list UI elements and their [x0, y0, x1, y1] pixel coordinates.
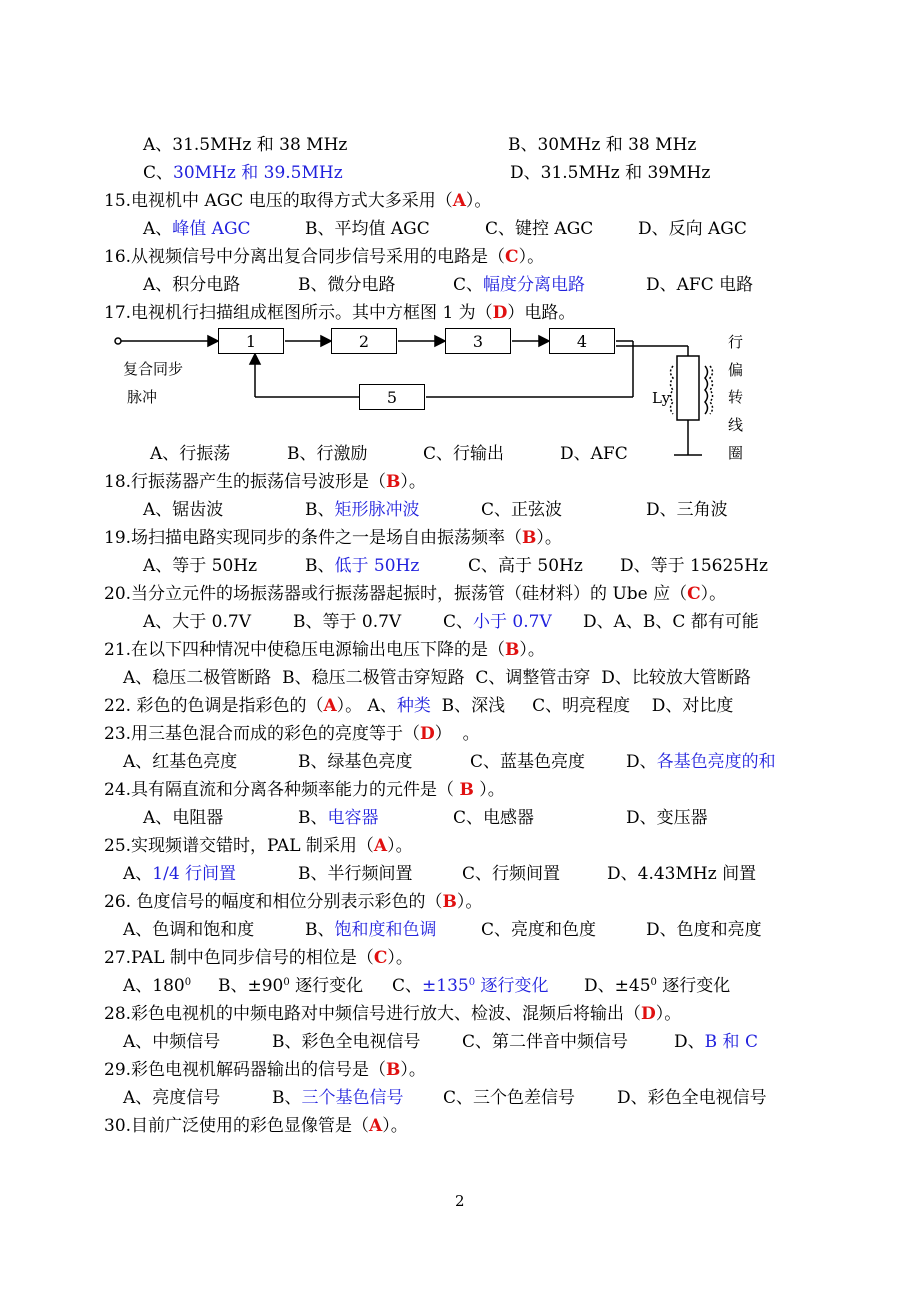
diagram-side-char-3: 转 — [728, 388, 744, 406]
q14-option-c: C、30MHz 和 39.5MHz — [143, 163, 343, 183]
q27-option-d: D、$\pm 45^0$ 逐行变化 — [584, 976, 731, 996]
q27-option-b: B、$\pm 90^0$ 逐行变化 — [218, 976, 364, 996]
q17-answer: D — [492, 303, 508, 323]
diagram-coil-label: Ly — [652, 389, 671, 407]
q25-answer: A — [373, 836, 388, 856]
q19-answer: B — [522, 528, 537, 548]
q26-option-c: C、亮度和色度 — [481, 920, 597, 940]
q16-option-a: A、积分电路 — [143, 275, 241, 295]
q16-stem: 16.从视频信号中分离出复合同步信号采用的电路是（C）。 — [104, 247, 545, 267]
q18-option-c: C、正弦波 — [481, 500, 563, 520]
q18-answer: B — [386, 472, 401, 492]
q18-stem: 18.行振荡器产生的振荡信号波形是（B）。 — [104, 472, 426, 492]
q28-option-d: D、B 和 C — [674, 1032, 758, 1052]
q23-option-c: C、蓝基色亮度 — [470, 752, 586, 772]
q25-stem: 25.实现频谱交错时，PAL 制采用（A）。 — [104, 836, 413, 856]
q19-option-c: C、高于 50Hz — [468, 556, 583, 576]
q20-stem: 20.当分立元件的场振荡器或行振荡器起振时，振荡管（硅材料）的 Ube 应（C）。 — [104, 584, 727, 604]
q25-option-a: A、1/4 行间置 — [123, 864, 237, 884]
q15-stem: 15.电视机中 AGC 电压的取得方式大多采用（A）。 — [104, 191, 492, 211]
diagram-side-char-4: 线 — [728, 416, 744, 434]
q24-option-c: C、电感器 — [453, 808, 535, 828]
diagram-side-char-5: 圈 — [728, 444, 744, 462]
q18-option-a: A、锯齿波 — [143, 500, 224, 520]
q28-stem: 28.彩色电视机的中频电路对中频信号进行放大、检波、混频后将输出（D）。 — [104, 1004, 682, 1024]
q27-option-a: A、$180^0$ — [123, 976, 192, 996]
q26-answer: B — [442, 892, 457, 912]
q15-answer: A — [452, 191, 466, 211]
q21-options: A、稳压二极管断路 B、稳压二极管击穿短路 C、调整管击穿 D、比较放大管断路 — [123, 668, 751, 688]
q29-option-b: B、三个基色信号 — [272, 1088, 404, 1108]
q26-option-a: A、色调和饱和度 — [123, 920, 255, 940]
q24-answer: B — [459, 780, 474, 800]
q24-option-a: A、电阻器 — [143, 808, 224, 828]
q16-option-d: D、AFC 电路 — [646, 275, 754, 295]
q14-option-d: D、31.5MHz 和 39MHz — [510, 163, 711, 183]
q29-answer: B — [386, 1060, 401, 1080]
diagram-side-char-2: 偏 — [728, 361, 744, 379]
q26-option-d: D、色度和亮度 — [646, 920, 762, 940]
q20-option-c: C、小于 0.7V — [443, 612, 552, 632]
diagram-box-3: 3 — [445, 328, 511, 354]
q23-option-d: D、各基色亮度的和 — [626, 752, 776, 772]
q20-option-d: D、A、B、C 都有可能 — [583, 612, 759, 632]
diagram-input-label-line1: 复合同步 — [123, 360, 184, 378]
q15-option-b: B、平均值 AGC — [305, 219, 430, 239]
q15-option-c: C、键控 AGC — [485, 219, 594, 239]
q19-option-a: A、等于 50Hz — [143, 556, 258, 576]
q19-option-b: B、低于 50Hz — [305, 556, 420, 576]
q23-option-b: B、绿基色亮度 — [298, 752, 413, 772]
q17-option-a: A、行振荡 — [150, 444, 231, 464]
q23-option-a: A、红基色亮度 — [123, 752, 238, 772]
q20-answer: C — [687, 584, 701, 604]
q23-answer: D — [420, 724, 435, 744]
q26-option-b: B、饱和度和色调 — [305, 920, 437, 940]
q19-stem: 19.场扫描电路实现同步的条件之一是场自由振荡频率（B）。 — [104, 528, 562, 548]
q25-option-b: B、半行频间置 — [298, 864, 413, 884]
q24-option-b: B、电容器 — [298, 808, 379, 828]
q23-stem: 23.用三基色混合而成的彩色的亮度等于（D） 。 — [104, 724, 480, 744]
diagram-side-char-1: 行 — [728, 333, 744, 351]
diagram-box-1: 1 — [218, 328, 284, 354]
q15-option-d: D、反向 AGC — [638, 219, 747, 239]
q28-option-c: C、第二伴音中频信号 — [462, 1032, 629, 1052]
q18-option-b: B、矩形脉冲波 — [305, 500, 420, 520]
q29-option-d: D、彩色全电视信号 — [617, 1088, 767, 1108]
q27-option-c: C、$\pm 135^0$ 逐行变化 — [392, 976, 549, 996]
q29-stem: 29.彩色电视机解码器输出的信号是（B）。 — [104, 1060, 426, 1080]
q24-option-d: D、变压器 — [626, 808, 708, 828]
q27-stem: 27.PAL 制中色同步信号的相位是（C）。 — [104, 948, 413, 968]
q22-stem: 22. 彩色的色调是指彩色的（A）。 A、种类 B、深浅 C、明亮程度 D、对比度 — [104, 696, 734, 716]
q28-option-a: A、中频信号 — [123, 1032, 221, 1052]
q16-option-b: B、微分电路 — [298, 275, 396, 295]
q17-option-b: B、行激励 — [287, 444, 368, 464]
q29-option-a: A、亮度信号 — [123, 1088, 221, 1108]
diagram-box-5: 5 — [359, 384, 425, 410]
q14-option-b: B、30MHz 和 38 MHz — [508, 135, 697, 155]
q17-option-d: D、AFC — [560, 444, 628, 464]
q22-answer: A — [323, 696, 337, 716]
q16-answer: C — [505, 247, 519, 267]
q14-option-a: A、31.5MHz 和 38 MHz — [143, 135, 348, 155]
diagram-box-2: 2 — [331, 328, 397, 354]
q19-option-d: D、等于 15625Hz — [620, 556, 768, 576]
q25-option-d: D、4.43MHz 间置 — [607, 864, 757, 884]
diagram-input-label-line2: 脉冲 — [127, 388, 158, 406]
q20-option-a: A、大于 0.7V — [143, 612, 251, 632]
q15-option-a: A、峰值 AGC — [143, 219, 251, 239]
q27-answer: C — [373, 948, 388, 968]
q28-answer: D — [641, 1004, 656, 1024]
q20-option-b: B、等于 0.7V — [293, 612, 402, 632]
q17-stem: 17.电视机行扫描组成框图所示。其中方框图 1 为（D）电路。 — [104, 303, 576, 323]
q26-stem: 26. 色度信号的幅度和相位分别表示彩色的（B）。 — [104, 892, 483, 912]
page-number: 2 — [455, 1192, 465, 1210]
q18-option-d: D、三角波 — [646, 500, 728, 520]
q30-answer: A — [369, 1116, 383, 1136]
q16-option-c: C、幅度分离电路 — [453, 275, 586, 295]
q17-option-c: C、行输出 — [423, 444, 505, 464]
q29-option-c: C、三个色差信号 — [443, 1088, 576, 1108]
q28-option-b: B、彩色全电视信号 — [272, 1032, 421, 1052]
q30-stem: 30.目前广泛使用的彩色显像管是（A）。 — [104, 1116, 408, 1136]
q25-option-c: C、行频间置 — [462, 864, 561, 884]
diagram-box-4: 4 — [549, 328, 615, 354]
q21-stem: 21.在以下四种情况中使稳压电源输出电压下降的是（B）。 — [104, 640, 545, 660]
q21-answer: B — [505, 640, 520, 660]
q24-stem: 24.具有隔直流和分离各种频率能力的元件是（ B ）。 — [104, 780, 505, 800]
